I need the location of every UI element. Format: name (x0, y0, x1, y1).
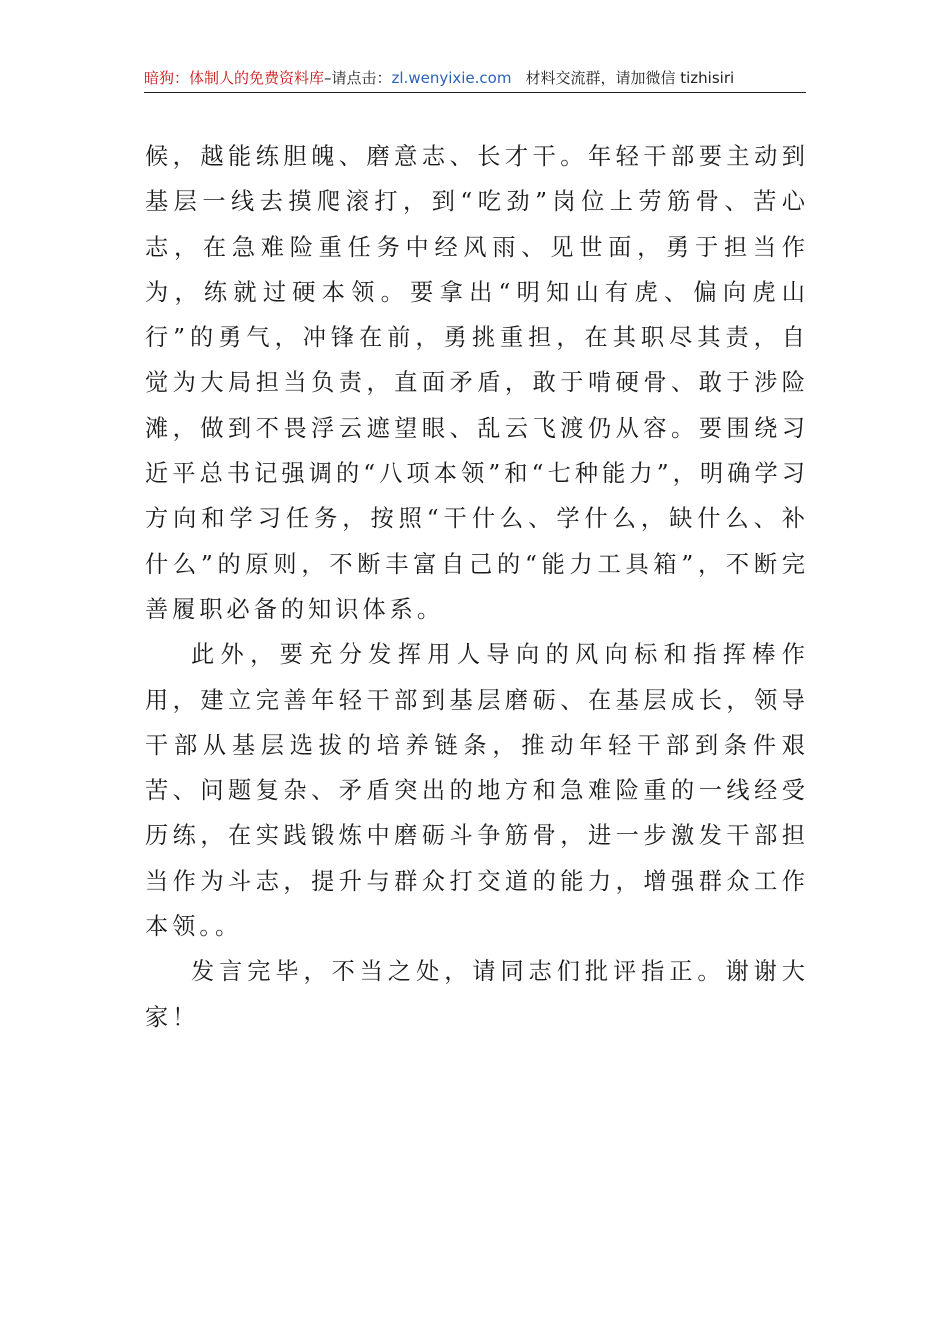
header-link[interactable]: zl.wenyixie.com (391, 69, 512, 87)
paragraph-3: 发言完毕，不当之处，请同志们批评指正。谢谢大家！ (145, 958, 809, 1031)
header-brand: 暗狗：体制人的免费资料库 (144, 69, 325, 87)
paragraph-2: 此外，要充分发挥用人导向的风向标和指挥棒作用，建立完善年轻干部到基层磨砺、在基层成长，领导干部从基层选拔的培养链条，推动年轻干部到条件艰苦、问题复杂、矛盾突出的地方和急难险重的一线经受历练，在实践锻炼中磨砺斗争筋骨，进一步激发干部担当作为斗志，提升与群众打交道的能力，增强群众工作本领。。 (145, 641, 809, 941)
paragraph-1: 候，越能练胆魄、磨意志、长才干。年轻干部要主动到基层一线去摸爬滚打，到“吃劲”岗位上劳筋骨、苦心志，在急难险重任务中经风雨、见世面，勇于担当作为，练就过硬本领。要拿出“明知山有虎、偏向虎山行”的勇气，冲锋在前，勇挑重担，在其职尽其责，自觉为大局担当负责，直面矛盾，敢于啃硬骨、敢于涉险滩，做到不畏浮云遮望眼、乱云飞渡仍从容。要围绕习近平总书记强调的“八项本领”和“七种能力”，明确学习方向和学习任务，按照“干什么、学什么，缺什么、补什么”的原则，不断丰富自己的“能力工具箱”，不断完善履职必备的知识体系。 (145, 143, 809, 623)
header-prompt: –请点击： (324, 69, 392, 87)
header-note: 材料交流群，请加微信 tizhisiri (525, 69, 735, 87)
page-header (144, 64, 806, 93)
document-body (145, 134, 809, 1040)
